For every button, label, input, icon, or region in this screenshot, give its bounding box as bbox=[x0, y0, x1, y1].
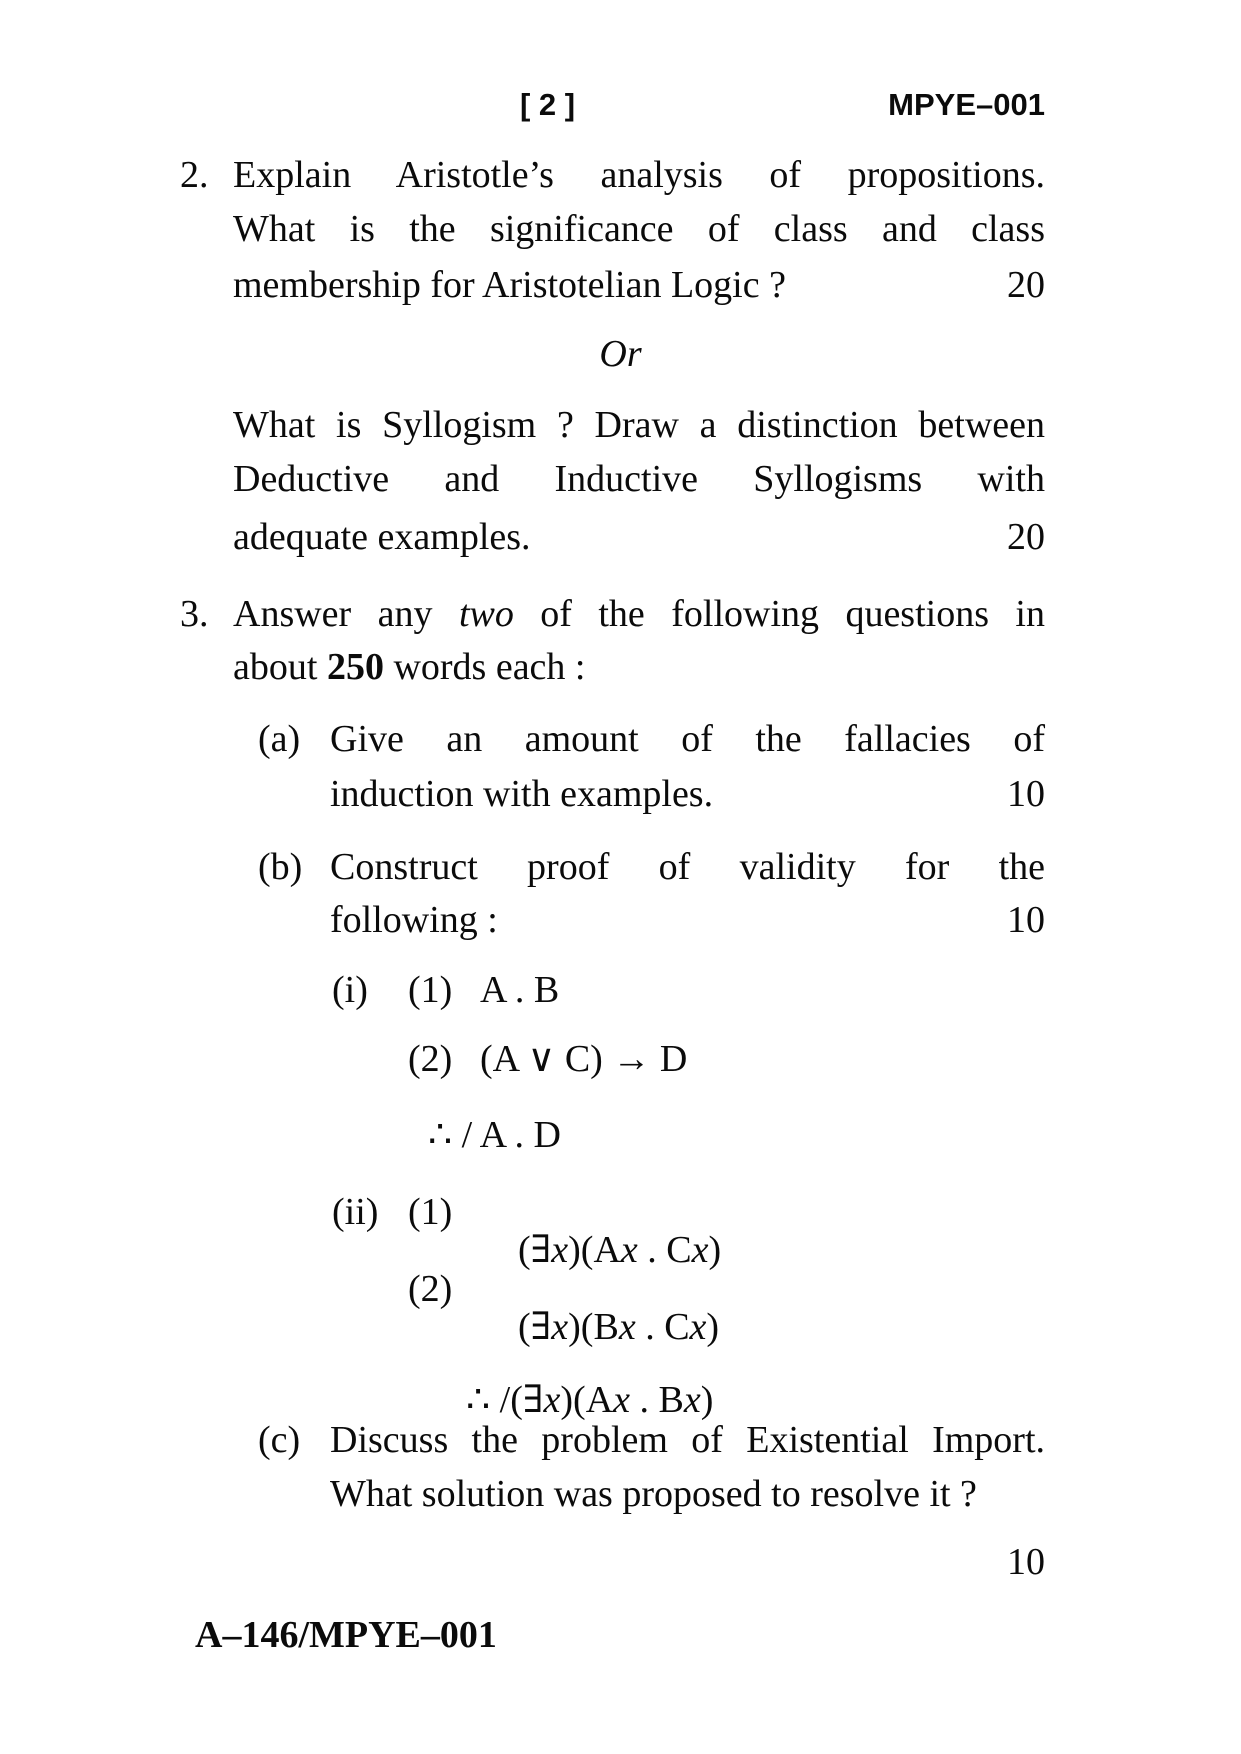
q3-line-1-emph: two bbox=[458, 593, 514, 635]
q2-line-1-text: Explain Aristotle’s analysis of propositions. bbox=[233, 154, 1045, 196]
q3b-label: (b) bbox=[258, 846, 303, 888]
q2-alt-line-2: Deductive and Inductive Syllogisms with bbox=[233, 458, 1045, 500]
q2-alt-line-3 bbox=[233, 518, 1045, 556]
footer-paper-code: A–146/MPYE–001 bbox=[195, 1614, 497, 1656]
q3c-marks: 10 bbox=[1007, 1541, 1045, 1583]
q2-alt-line-1: What is Syllogism ? Draw a distinction between bbox=[233, 404, 1045, 446]
q3-line-1-pre: Answer any bbox=[233, 593, 459, 635]
formula-segment: ) bbox=[700, 1379, 714, 1421]
formula-segment: . C bbox=[635, 1306, 690, 1348]
formula-segment: (∃ bbox=[518, 1229, 552, 1271]
q2-number: 2. bbox=[180, 154, 209, 196]
q3-line-2-post: words each : bbox=[383, 646, 586, 688]
q3-line-1 bbox=[180, 593, 1045, 635]
q2-line-3-text: membership for Aristotelian Logic ? bbox=[233, 264, 786, 306]
q3a-line-1-text: Give an amount of the fallacies of bbox=[330, 718, 1045, 760]
formula-variable: x bbox=[683, 1379, 701, 1421]
proof-i-premise-2-number: (2) bbox=[408, 1038, 453, 1080]
or-separator: Or bbox=[599, 333, 642, 375]
q3b-marks: 10 bbox=[1007, 899, 1045, 941]
formula-segment: )(A bbox=[568, 1229, 621, 1271]
proof-ii-label: (ii) bbox=[332, 1191, 379, 1233]
formula-variable: x bbox=[551, 1306, 569, 1348]
q3b-line-1 bbox=[258, 846, 1045, 888]
q3-line-2-pre: about bbox=[233, 646, 327, 688]
formula-variable: x bbox=[620, 1229, 638, 1271]
q2-line-1 bbox=[180, 154, 1045, 196]
q3a-line-2-text: induction with examples. bbox=[330, 773, 714, 815]
proof-i-conclusion: ∴ / A . D bbox=[428, 1114, 561, 1156]
proof-i-premise-2: (A ∨ C) → D bbox=[480, 1038, 688, 1080]
formula-variable: x bbox=[551, 1229, 569, 1271]
formula-segment: ) bbox=[708, 1229, 722, 1271]
q3a-line-2 bbox=[330, 775, 1045, 813]
q3b-line-2 bbox=[330, 901, 1045, 939]
q3a-label: (a) bbox=[258, 718, 301, 760]
formula-variable: x bbox=[613, 1379, 631, 1421]
q2-alt-line-3-text: adequate examples. bbox=[233, 516, 531, 558]
formula-segment: ) bbox=[706, 1306, 720, 1348]
proof-i-premise-1: A . B bbox=[480, 969, 560, 1011]
q3b-line-2-text: following : bbox=[330, 899, 498, 941]
formula-segment: )(A bbox=[560, 1379, 614, 1421]
q3b-line-1-text: Construct proof of validity for the bbox=[330, 846, 1045, 888]
formula-segment: )(B bbox=[568, 1306, 619, 1348]
formula-segment: . C bbox=[637, 1229, 692, 1271]
header-paper-code: MPYE–001 bbox=[888, 87, 1045, 122]
q3c-line-2: What solution was proposed to resolve it ? bbox=[330, 1473, 977, 1515]
q3a-marks: 10 bbox=[1007, 773, 1045, 815]
q2-alt-marks: 20 bbox=[1007, 516, 1045, 558]
formula-segment: . B bbox=[630, 1379, 684, 1421]
q3-line-2-bold: 250 bbox=[326, 646, 384, 688]
proof-ii-premise-2-number: (2) bbox=[408, 1268, 453, 1310]
proof-i-premise-1-number: (1) bbox=[408, 969, 453, 1011]
formula-variable: x bbox=[618, 1306, 636, 1348]
q3-line-2 bbox=[233, 648, 1045, 686]
formula-segment: ∴ /(∃ bbox=[466, 1379, 544, 1421]
q3c-line-1-text: Discuss the problem of Existential Import. bbox=[330, 1419, 1045, 1461]
q3-line-1-post: of the following questions in bbox=[513, 593, 1045, 635]
q3-number: 3. bbox=[180, 593, 209, 635]
q3c-label: (c) bbox=[258, 1419, 301, 1461]
formula-variable: x bbox=[543, 1379, 561, 1421]
q2-marks: 20 bbox=[1007, 264, 1045, 306]
formula-variable: x bbox=[689, 1306, 707, 1348]
q2-line-3 bbox=[233, 266, 1045, 304]
q3a-line-1 bbox=[258, 718, 1045, 760]
proof-i-label: (i) bbox=[332, 969, 368, 1011]
q2-line-2: What is the significance of class and class bbox=[233, 208, 1045, 250]
q3c-line-1 bbox=[258, 1419, 1045, 1461]
header-page-number: [ 2 ] bbox=[520, 87, 576, 122]
formula-segment: (∃ bbox=[518, 1306, 552, 1348]
formula-variable: x bbox=[691, 1229, 709, 1271]
proof-ii-premise-1-number: (1) bbox=[408, 1191, 453, 1233]
